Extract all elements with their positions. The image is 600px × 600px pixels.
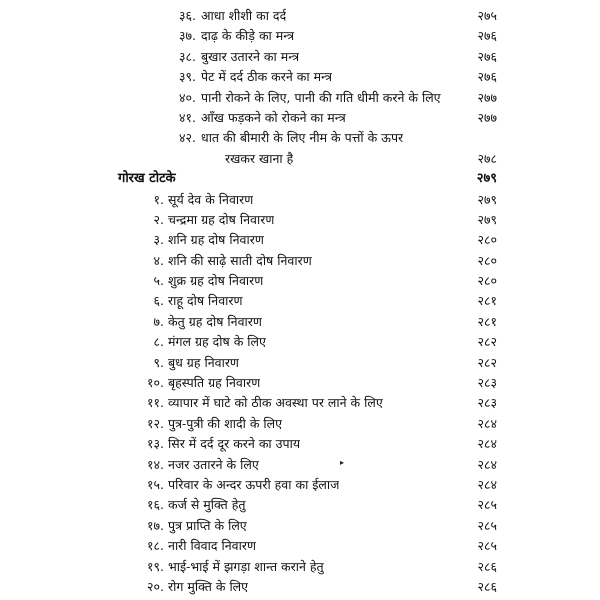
entry-title: भाई-भाई में झगड़ा शान्त कराने हेतु bbox=[168, 558, 324, 574]
entry-number: ११. bbox=[147, 395, 164, 411]
toc-entry bbox=[0, 516, 600, 536]
entry-page: २८६ bbox=[477, 578, 497, 594]
entry-page: २७९ bbox=[477, 191, 497, 207]
toc-entry bbox=[0, 312, 600, 332]
entry-number: ३८. bbox=[179, 48, 196, 64]
entry-number: १९. bbox=[147, 558, 164, 574]
entry-number: ४. bbox=[153, 252, 164, 268]
entry-page: २७७ bbox=[477, 109, 497, 125]
toc-entry bbox=[0, 6, 600, 26]
entry-number: ५. bbox=[153, 273, 164, 289]
entry-title: आँख फड़कने को रोकने का मन्त्र bbox=[201, 109, 346, 125]
entry-number: ३६. bbox=[179, 8, 196, 23]
entry-title: सूर्य देव के निवारण bbox=[168, 191, 254, 207]
entry-number: ४१. bbox=[179, 109, 196, 125]
entry-number: ३९. bbox=[179, 69, 196, 85]
print-speck: ▸ bbox=[340, 458, 345, 467]
entry-number: १७. bbox=[147, 517, 164, 533]
entry-title: दाढ़ के कीड़े का मन्त्र bbox=[201, 28, 295, 44]
toc-entry bbox=[0, 434, 600, 454]
toc-entry bbox=[0, 291, 600, 311]
entry-number: १०. bbox=[147, 375, 164, 391]
entry-title: रखकर खाना है bbox=[225, 150, 294, 166]
entry-page: २८३ bbox=[477, 375, 497, 391]
toc-entry bbox=[0, 332, 600, 352]
entry-page: २८४ bbox=[477, 436, 497, 452]
entry-number: १६. bbox=[147, 497, 164, 513]
toc-entry bbox=[0, 251, 600, 271]
entry-title: व्यापार में घाटे को ठीक अवस्था पर लाने के लिए bbox=[168, 395, 383, 411]
entry-page: २८२ bbox=[477, 334, 497, 350]
entry-number: ३. bbox=[153, 232, 164, 248]
entry-page: २८० bbox=[477, 232, 497, 248]
entry-title: नारी विवाद निवारण bbox=[168, 538, 256, 554]
entry-page: २७६ bbox=[477, 69, 497, 85]
entry-number: ८. bbox=[153, 334, 164, 350]
entry-title: परिवार के अन्दर ऊपरी हवा का ईलाज bbox=[168, 476, 340, 492]
section-page: २७९ bbox=[476, 171, 497, 187]
toc-entry bbox=[0, 475, 600, 495]
entry-page: २७७ bbox=[477, 89, 497, 105]
entry-title: शुक्र ग्रह दोष निवारण bbox=[168, 273, 264, 289]
entry-title: केतु ग्रह दोष निवारण bbox=[168, 313, 262, 329]
toc-entry bbox=[0, 26, 600, 46]
entry-title: धात की बीमारी के लिए नीम के पत्तों के ऊपर bbox=[201, 130, 404, 146]
entry-page: २८३ bbox=[477, 395, 497, 411]
entry-page: २७६ bbox=[477, 48, 497, 64]
entry-page: २८४ bbox=[477, 415, 497, 431]
entry-number: १४. bbox=[147, 456, 164, 472]
entry-number: २०. bbox=[147, 578, 164, 594]
entry-page: २८६ bbox=[477, 558, 497, 574]
entry-page: २८४ bbox=[477, 476, 497, 492]
entry-page: २७५ bbox=[477, 8, 497, 23]
entry-page: २७९ bbox=[477, 211, 497, 227]
toc-entry bbox=[0, 210, 600, 230]
entry-number: २. bbox=[153, 211, 164, 227]
entry-number: ७. bbox=[153, 313, 164, 329]
section-title: गोरख टोटके bbox=[118, 171, 176, 187]
toc-entry bbox=[0, 230, 600, 250]
entry-number: ४०. bbox=[179, 89, 196, 105]
toc-entry bbox=[0, 128, 600, 148]
entry-number: १. bbox=[153, 191, 164, 207]
entry-title: मंगल ग्रह दोष के लिए bbox=[168, 334, 266, 350]
entry-number: ४२. bbox=[179, 130, 196, 146]
entry-page: २८५ bbox=[477, 497, 497, 513]
entry-title: शनि की साढ़े साती दोष निवारण bbox=[168, 252, 312, 268]
entry-title: राहू दोष निवारण bbox=[168, 293, 243, 309]
toc-entry bbox=[0, 577, 600, 597]
entry-page: २८५ bbox=[477, 517, 497, 533]
entry-title: पानी रोकने के लिए, पानी की गति धीमी करने के लिए bbox=[201, 89, 441, 105]
entry-page: २७६ bbox=[477, 28, 497, 44]
entry-title: पुत्र-पुत्री की शादी के लिए bbox=[168, 415, 283, 431]
entry-page: २८१ bbox=[477, 313, 497, 329]
toc-entry bbox=[0, 536, 600, 556]
toc-entry-continuation bbox=[0, 149, 600, 169]
entry-page: २८० bbox=[477, 252, 497, 268]
entry-number: ३७. bbox=[179, 28, 196, 44]
entry-title: चन्द्रमा ग्रह दोष निवारण bbox=[168, 211, 275, 227]
entry-page: २८१ bbox=[477, 293, 497, 309]
entry-title: शनि ग्रह दोष निवारण bbox=[168, 232, 264, 248]
toc-entry bbox=[0, 108, 600, 128]
entry-title: बृहस्पति ग्रह निवारण bbox=[168, 375, 261, 391]
entry-title: पेट में दर्द ठीक करने का मन्त्र bbox=[201, 69, 333, 85]
toc-entry bbox=[0, 353, 600, 373]
toc-entry bbox=[0, 47, 600, 67]
toc-entry bbox=[0, 190, 600, 210]
entry-number: ९. bbox=[153, 354, 164, 370]
entry-title: कर्ज से मुक्ति हेतु bbox=[168, 497, 246, 513]
entry-number: १५. bbox=[147, 476, 164, 492]
entry-number: १३. bbox=[147, 436, 164, 452]
entry-title: पुत्र प्राप्ति के लिए bbox=[168, 517, 247, 533]
entry-page: २८५ bbox=[477, 538, 497, 554]
entry-page: २८२ bbox=[477, 354, 497, 370]
toc-entry bbox=[0, 557, 600, 577]
toc-entry bbox=[0, 414, 600, 434]
entry-page: २८० bbox=[477, 273, 497, 289]
table-of-contents bbox=[0, 6, 600, 597]
entry-number: १२. bbox=[147, 415, 164, 431]
entry-page: २८४ bbox=[477, 456, 497, 472]
entry-number: १८. bbox=[147, 538, 164, 554]
entry-title: आधा शीशी का दर्द bbox=[201, 8, 287, 23]
entry-title: बुध ग्रह निवारण bbox=[168, 354, 239, 370]
section-heading-row bbox=[0, 169, 600, 189]
toc-entry bbox=[0, 455, 600, 475]
entry-number: ६. bbox=[153, 293, 164, 309]
entry-title: बुखार उतारने का मन्त्र bbox=[201, 48, 300, 64]
entry-title: सिर में दर्द दूर करने का उपाय bbox=[168, 436, 301, 452]
toc-entry bbox=[0, 373, 600, 393]
toc-entry bbox=[0, 88, 600, 108]
entry-page: २७८ bbox=[477, 150, 497, 166]
toc-entry bbox=[0, 271, 600, 291]
entry-title: नजर उतारने के लिए bbox=[168, 456, 259, 472]
toc-entry bbox=[0, 495, 600, 515]
toc-entry bbox=[0, 393, 600, 413]
entry-title: रोग मुक्ति के लिए bbox=[168, 578, 249, 594]
toc-entry bbox=[0, 67, 600, 87]
